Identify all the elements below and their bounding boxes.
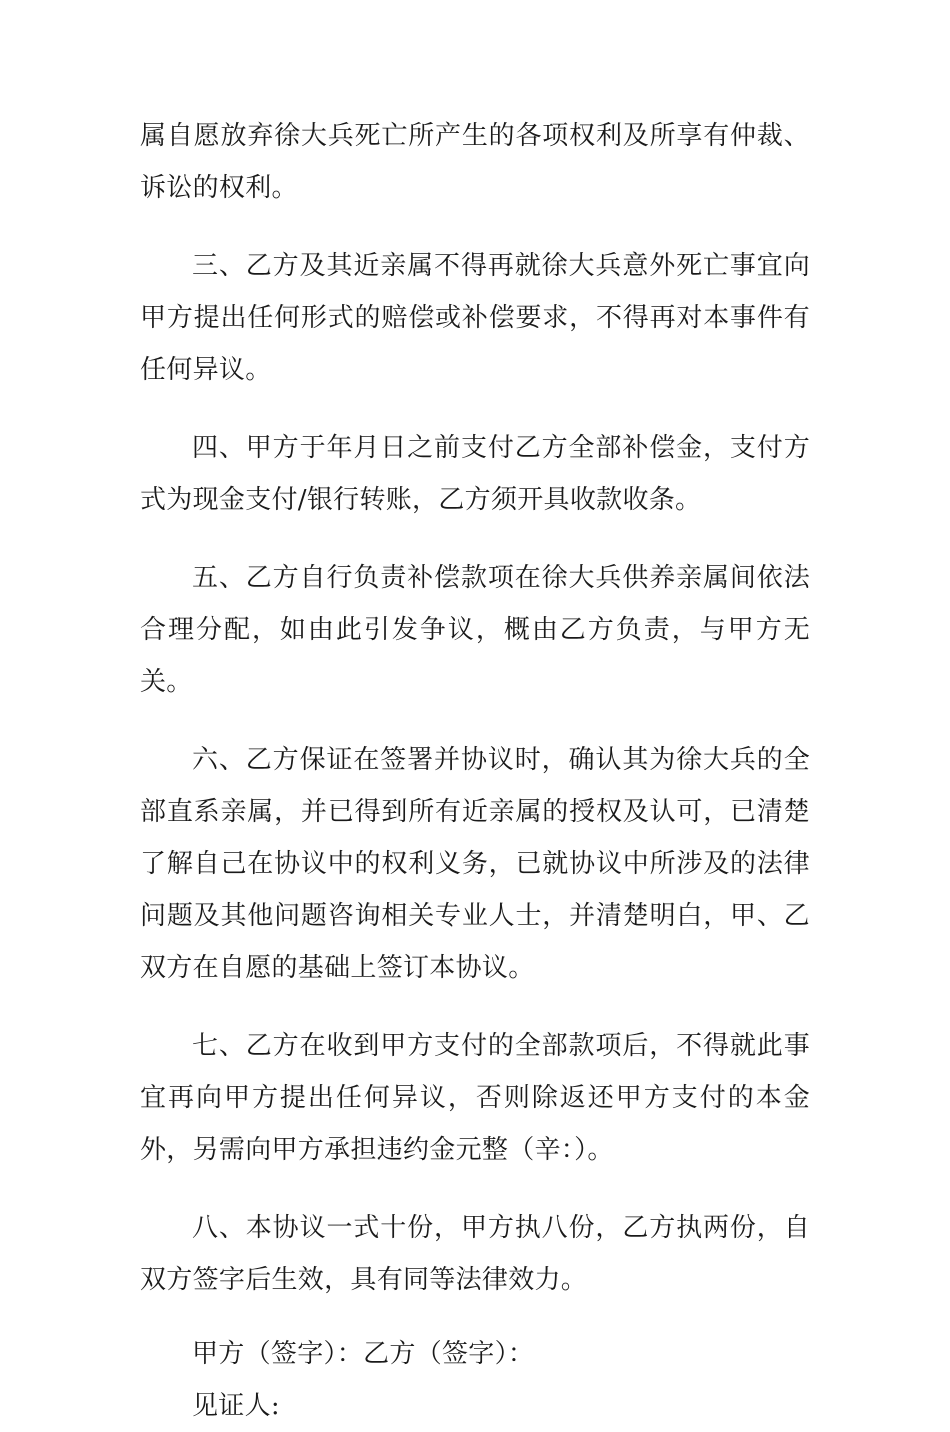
document-page [140,110,810,1432]
paragraph-clause-8: 八、本协议一式十份，甲方执八份，乙方执两份，自双方签字后生效，具有同等法律效力。 [140,1213,810,1295]
signature-line: 甲方（签字）：乙方（签字）： [192,1339,535,1369]
paragraph-continuation: 属自愿放弃徐大兵死亡所产生的各项权利及所享有仲裁、诉讼的权利。 [140,121,810,203]
paragraph-clause-4: 四、甲方于年月日之前支付乙方全部补偿金，支付方式为现金支付/银行转账，乙方须开具收款收条。 [140,433,810,515]
paragraph-clause-5: 五、乙方自行负责补偿款项在徐大兵供养亲属间依法合理分配，如由此引发争议，概由乙方负责，与甲方无关。 [140,563,810,697]
paragraph-clause-3: 三、乙方及其近亲属不得再就徐大兵意外死亡事宜向甲方提出任何形式的赔偿或补偿要求，不得再对本事件有任何异议。 [140,251,810,385]
paragraph-clause-6: 六、乙方保证在签署并协议时，确认其为徐大兵的全部直系亲属，并已得到所有近亲属的授权及认可，已清楚了解自己在协议中的权利义务，已就协议中所涉及的法律问题及其他问题咨询相关专业人士，并清楚明白，甲、乙双方在自愿的基础上签订本协议。 [140,745,810,983]
witness-line: 见证人: [192,1391,280,1421]
paragraph-clause-7: 七、乙方在收到甲方支付的全部款项后，不得就此事宜再向甲方提出任何异议，否则除返还甲方支付的本金外，另需向甲方承担违约金元整（辛：）。 [140,1031,810,1165]
